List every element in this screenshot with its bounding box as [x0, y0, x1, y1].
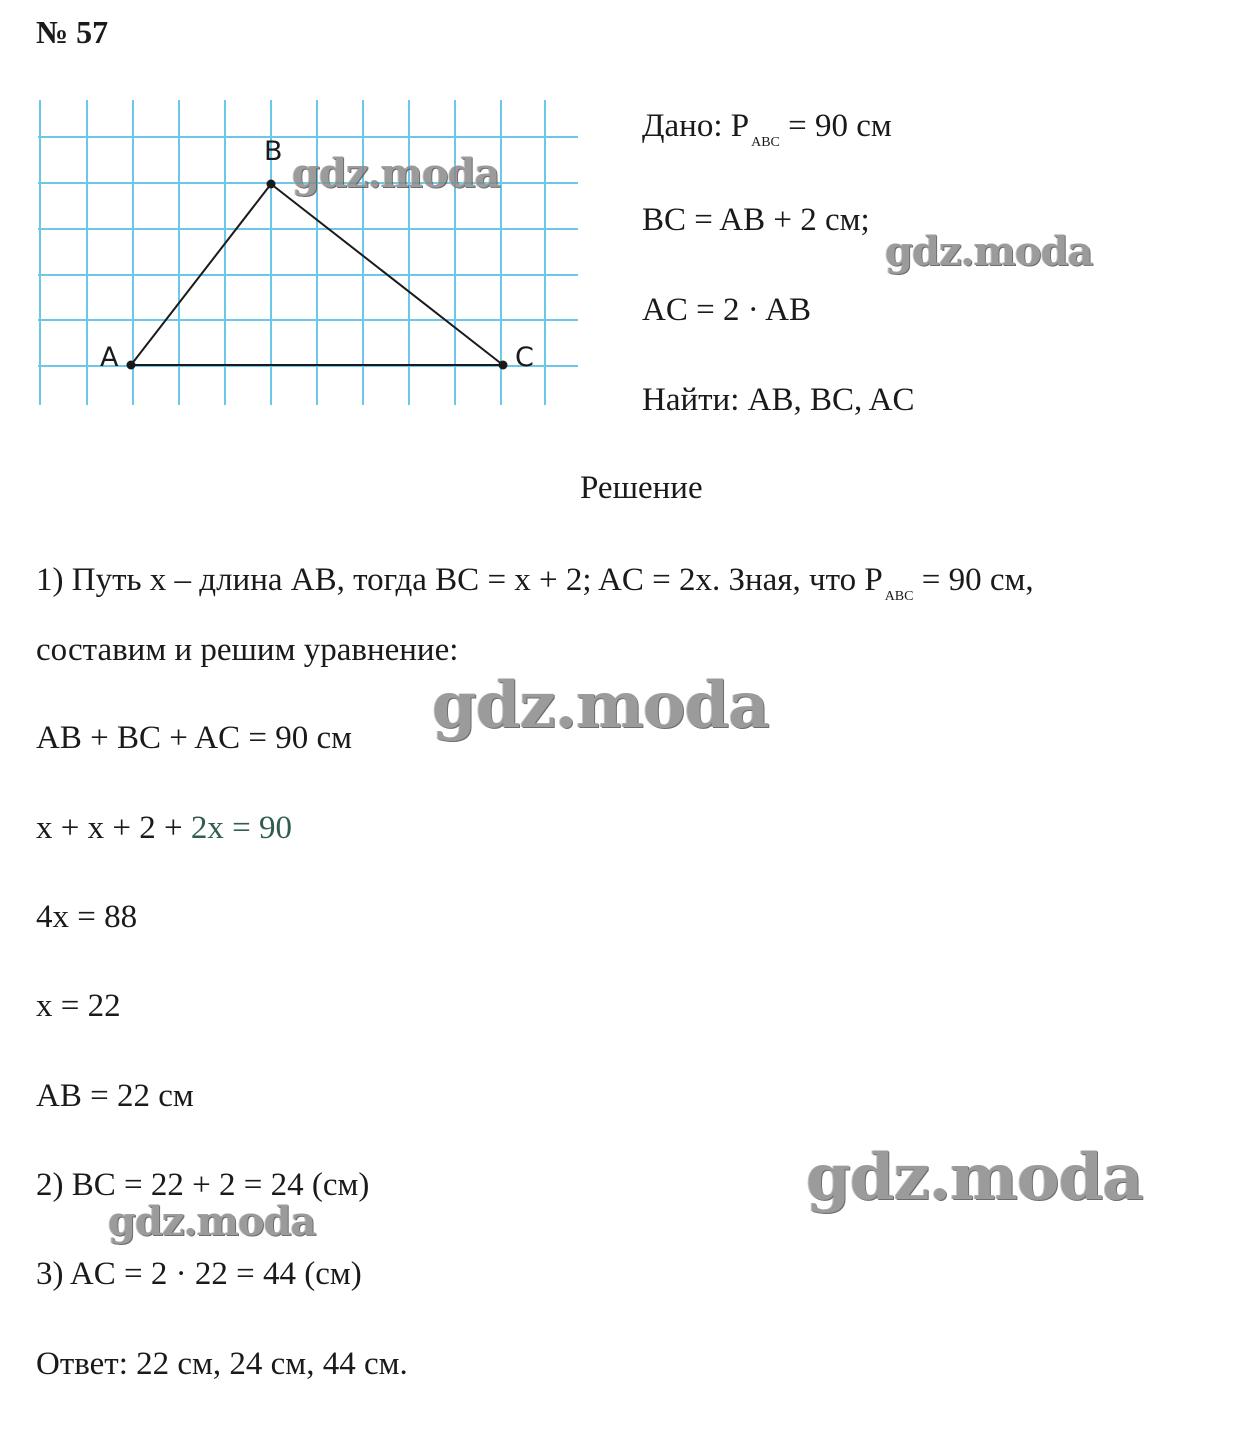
vertex-c-point — [499, 361, 508, 370]
step2: 2) BC = 22 + 2 = 24 (см) — [36, 1167, 370, 1203]
given-bc: BC = AB + 2 см; — [642, 202, 870, 238]
watermark: gdz.moda — [432, 668, 769, 743]
watermark: gdz.moda — [108, 1198, 316, 1245]
watermark: gdz.moda — [806, 1140, 1143, 1215]
step1-line1: 1) Путь x – длина AB, тогда BC = x + 2; AC = 2x. Зная, что P $_{ABC}$ = 90 см, — [36, 562, 1034, 604]
equation-3: 4x = 88 — [36, 899, 138, 935]
step3: 3) AC = 2 · 22 = 44 (см) — [36, 1256, 362, 1292]
vertex-b-label: B — [264, 136, 283, 167]
vertex-c-label: C — [515, 342, 534, 373]
vertex-a-label: A — [100, 342, 119, 373]
find: Найти: AB, BC, AC — [642, 382, 915, 418]
watermark: gdz.moda — [292, 150, 500, 197]
given-perimeter: Дано: P $_{ABC}$ = 90 см — [642, 108, 892, 150]
equation-4: x = 22 — [36, 988, 121, 1024]
watermark: gdz.moda — [885, 228, 1093, 275]
triangle-figure — [0, 0, 600, 420]
given-ac: AC = 2 · AB — [642, 292, 811, 328]
problem-number: № 57 — [36, 14, 109, 50]
equation-2: x + x + 2 + 2x = 90 — [36, 810, 292, 846]
equation-5: AB = 22 см — [36, 1078, 194, 1114]
vertex-b-point — [267, 180, 276, 189]
answer: Ответ: 22 см, 24 см, 44 см. — [36, 1346, 408, 1382]
solution-heading: Решение — [580, 470, 703, 506]
equation-1: AB + BC + AC = 90 см — [36, 720, 352, 756]
step1-line2: составим и решим уравнение: — [36, 632, 459, 668]
vertex-a-point — [127, 361, 136, 370]
